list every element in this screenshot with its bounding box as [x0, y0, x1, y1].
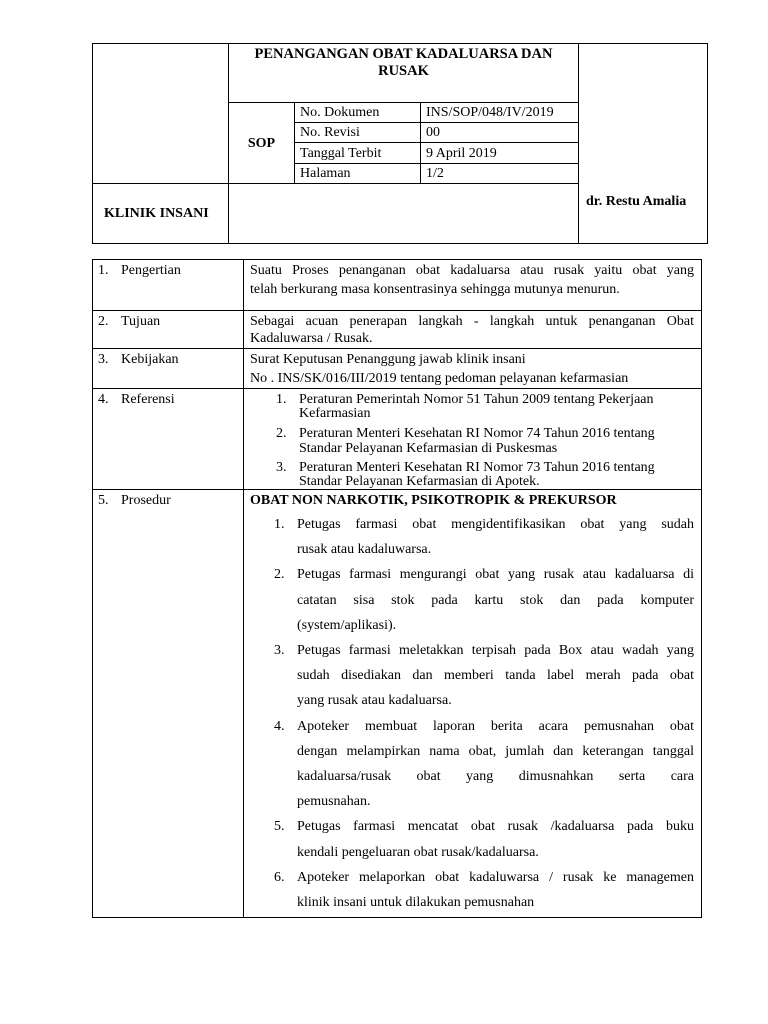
row-content: Surat Keputusan Penanggung jawab klinik insani [250, 352, 526, 367]
row-label: Pengertian [121, 263, 181, 278]
meta-label: No. Revisi [300, 125, 360, 140]
reference-text: Peraturan Menteri Kesehatan RI Nomor 74 Tahun 2016 tentang [299, 426, 655, 441]
row-content: telah berkurang masa konsentrasinya sehingga mutunya menurun. [250, 282, 620, 297]
content-line: Suatu Proses penanganan obat kadaluarsa atau rusak yaitu obat yang [250, 263, 694, 278]
content-line: Sebagai acuan penerapan langkah - langkah untuk penanganan Obat [250, 314, 694, 329]
step-number: 6. [274, 869, 285, 885]
step-text-line: dengan melampirkan nama obat, jumlah dan keterangan tanggal [297, 743, 694, 759]
row-content [250, 262, 694, 279]
step-text-line: Petugas farmasi meletakkan terpisah pada Box atau wadah yang [297, 643, 694, 658]
reference-text: Peraturan Pemerintah Nomor 51 Tahun 2009 tentang Pekerjaan [299, 392, 654, 407]
row-label: Prosedur [121, 493, 171, 508]
meta-label: Halaman [300, 166, 351, 181]
reference-number: 2. [276, 426, 287, 441]
reference-text: Peraturan Menteri Kesehatan RI Nomor 73 Tahun 2016 tentang [299, 460, 655, 475]
step-number: 4. [274, 718, 285, 734]
procedure-heading: OBAT NON NARKOTIK, PSIKOTROPIK & PREKURSOR [250, 493, 617, 508]
step-text-line: Apoteker melaporkan obat kadaluwarsa / rusak ke managemen [297, 869, 694, 885]
meta-value: 9 April 2019 [426, 146, 497, 161]
row-label: Kebijakan [121, 352, 179, 367]
clinic-name: KLINIK INSANI [104, 206, 209, 221]
row-number: 5. [98, 493, 109, 508]
step-text-line: kendali pengeluaran obat rusak/kadaluarsa. [297, 844, 539, 860]
document-title-line: RUSAK [378, 63, 429, 79]
reference-number: 3. [276, 460, 287, 475]
step-text-line: catatan sisa stok pada kartu stok dan pada komputer [297, 592, 694, 608]
row-number: 1. [98, 263, 109, 278]
step-text-line: (system/aplikasi). [297, 617, 397, 633]
step-text-line: Petugas farmasi obat mengidentifikasikan obat yang sudah [297, 517, 694, 532]
document-title [229, 46, 578, 80]
step-text-line: yang rusak atau kadaluarsa. [297, 693, 452, 709]
meta-label: Tanggal Terbit [300, 146, 382, 161]
step-text-line: sudah disediakan dan memberi tanda label merah pada obat [297, 668, 694, 684]
step-text-line: rusak atau kadaluwarsa. [297, 542, 432, 558]
step-text-line: klinik insani untuk dilakukan pemusnahan [297, 895, 535, 910]
step-number: 2. [274, 567, 285, 583]
sop-label: SOP [247, 136, 276, 151]
reference-number: 1. [276, 392, 287, 407]
step-number: 5. [274, 819, 285, 835]
reference-text: Standar Pelayanan Kefarmasian di Apotek. [299, 474, 540, 489]
step-text-line: Petugas farmasi mencatat obat rusak /kadaluarsa pada buku [297, 819, 694, 835]
row-label: Referensi [121, 392, 175, 407]
reference-text: Kefarmasian [299, 406, 371, 421]
document-title-line: PENANGANGAN OBAT KADALUARSA DAN [254, 46, 553, 62]
row-content: Kadaluwarsa / Rusak. [250, 331, 373, 346]
meta-value: INS/SOP/048/IV/2019 [426, 105, 554, 120]
row-number: 2. [98, 314, 109, 329]
row-content [250, 313, 694, 330]
step-text-line: Apoteker membuat laporan berita acara pemusnahan obat [297, 718, 694, 734]
step-number: 3. [274, 643, 285, 658]
meta-label: No. Dokumen [300, 105, 380, 120]
row-number: 3. [98, 352, 109, 367]
step-text-line: kadaluarsa/rusak obat yang dimusnahkan serta cara [297, 769, 694, 784]
meta-value: 00 [426, 125, 440, 140]
reference-text: Standar Pelayanan Kefarmasian di Puskesmas [299, 441, 558, 456]
row-number: 4. [98, 392, 109, 407]
step-text-line: Petugas farmasi mengurangi obat yang rusak atau kadaluarsa di [297, 567, 694, 583]
row-label: Tujuan [121, 314, 161, 329]
row-content: No . INS/SK/016/III/2019 tentang pedoman pelayanan kefarmasian [250, 371, 629, 386]
step-text-line: pemusnahan. [297, 794, 371, 810]
meta-value: 1/2 [426, 166, 444, 181]
signatory-name: dr. Restu Amalia [586, 194, 687, 209]
step-number: 1. [274, 517, 285, 532]
